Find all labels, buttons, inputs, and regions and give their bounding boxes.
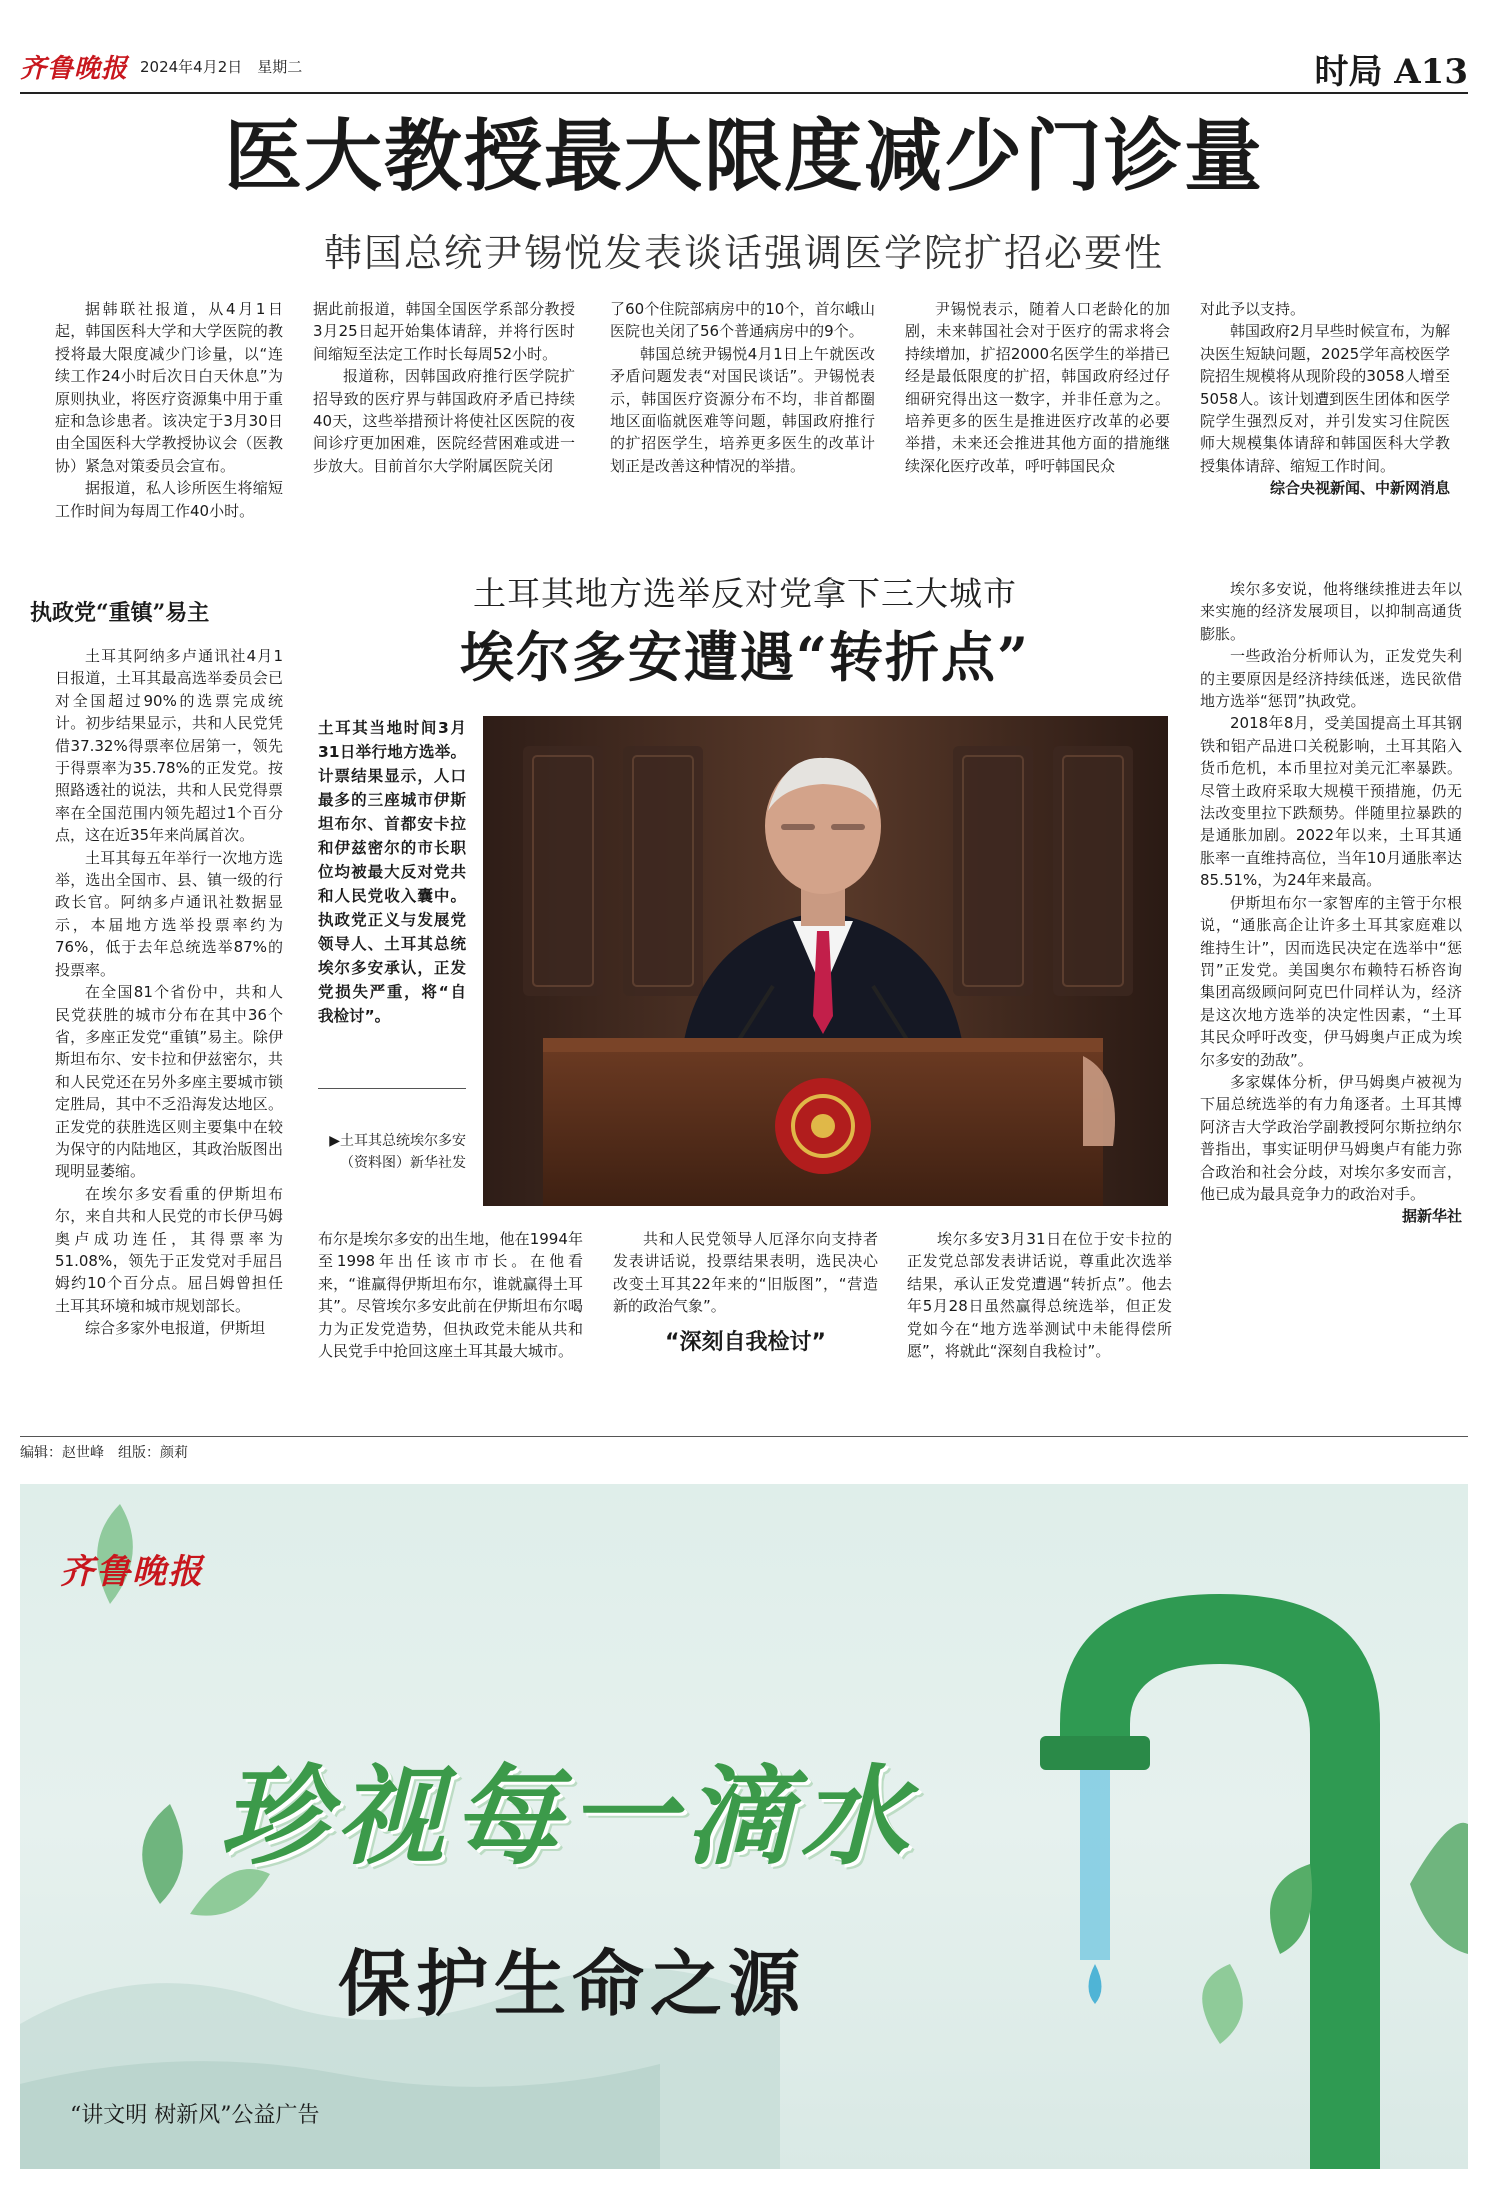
story1-column-1 [55,298,283,534]
erdogan-photo [483,716,1168,1206]
story2-bottom-column-3 [907,1228,1172,1418]
paragraph: 布尔是埃尔多安的出生地，他在1994年至1998年出任该市市长。在他看来，“谁赢得伊斯坦布尔，谁就赢得土耳其”。尽管埃尔多安此前在伊斯坦布尔喝力为正发党造势，但执政党未能从共和人民党手中抢回这座土耳其最大城市。 [318,1230,583,1361]
paragraph: 了60个住院部病房中的10个，首尔峨山医院也关闭了56个普通病房中的9个。 [610,300,875,341]
story2-left-subhead: 执政党“重镇”易主 [30,600,210,626]
newspaper-logo: 齐鲁晚报 [20,54,129,84]
paragraph: 共和人民党领导人厄泽尔向支持者发表讲话说，投票结果表明，选民决心改变土耳其22年来的“旧版图”，“营造新的政治气象”。 [613,1230,878,1316]
masthead [20,40,1468,90]
ad-logo: 齐鲁晚报 [60,1552,204,1592]
story2-bottom-column-2 [613,1228,878,1418]
story2-section-title: “深刻自我检讨” [665,1329,826,1355]
paragraph: 尹锡悦表示，随着人口老龄化的加剧，未来韩国社会对于医疗的需求将会持续增加，扩招2000名医学生的举措已经是最低限度的扩招，韩国政府经过仔细研究得出这一数字，并非任意为之。培养更多的医生是推进医疗改革的必要举措，未来还会推进其他方面的措施继续深化医疗改革，呼吁韩国民众 [905,300,1170,475]
paragraph: 韩国总统尹锡悦4月1日上午就医改矛盾问题发表“对国民谈话”。尹锡悦表示，韩国医疗资源分布不均，非首都圈地区面临就医难等问题，韩国政府推行的扩招医学生，培养更多医生的改革计划正是改善这种情况的举措。 [610,344,875,475]
story1-column-4 [905,298,1170,534]
footer-rule [20,1436,1468,1437]
paragraph: 在埃尔多安看重的伊斯坦布尔，来自共和人民党的市长伊马姆奥卢成功连任，其得票率为51.08%，领先于正发党对手屈吕姆约10个百分点。屈吕姆曾担任土耳其环境和城市规划部长。 [55,1184,283,1315]
story2-bottom-column-1 [318,1228,583,1418]
paragraph: 埃尔多安说，他将继续推进去年以来实施的经济发展项目，以抑制高通货膨胀。 [1200,580,1462,643]
story1-headline: 医大教授最大限度减少门诊量 [223,111,1264,202]
editor-credit: 编辑：赵世峰 组版：颜莉 [20,1445,188,1461]
paragraph: 2018年8月，受美国提高土耳其钢铁和铝产品进口关税影响，土耳其陷入货币危机，本币里拉对美元汇率暴跌。尽管土政府采取大规模干预措施，仍无法改变里拉下跌颓势。伴随里拉暴跌的是通胀加剧。2022年以来，土耳其通胀率一直维持高位，当年10月通胀率达85.51%，为24年来最高。 [1200,714,1462,890]
photo-caption: ▶土耳其总统埃尔多安（资料图）新华社发 [329,1133,466,1171]
paragraph: 据此前报道，韩国全国医学系部分教授3月25日起开始集体请辞，并将行医时间缩短至法定工作时长每周52小时。 [313,300,575,363]
section-page-label: 时局 A13 [1314,52,1468,92]
paragraph: 据韩联社报道，从4月1日起，韩国医科大学和大学医院的教授将最大限度减少门诊量，以“连续工作24小时后次日白天休息”为原则执业，将医疗资源集中用于重症和急诊患者。该决定于3月30日由全国医科大学教授协议会（医教协）紧急对策委员会宣布。 [55,300,283,475]
story1-subhead: 韩国总统尹锡悦发表谈话强调医学院扩招必要性 [323,231,1164,275]
paragraph: 埃尔多安3月31日在位于安卡拉的正发党总部发表讲话说，尊重此次选举结果，承认正发党遭遇“转折点”。他去年5月28日虽然赢得总统选举，但正发党如今在“地方选举测试中未能得偿所愿”，将就此“深刻自我检讨”。 [907,1230,1172,1361]
ad-subtitle: 保护生命之源 [338,1941,807,2026]
paragraph: 一些政治分析师认为，正发党失利的主要原因是经济持续低迷，选民欲借地方选举“惩罚”执政党。 [1200,647,1462,711]
story1-credit: 综合央视新闻、中新网消息 [1269,479,1450,498]
public-service-ad [20,1484,1468,2169]
paragraph: 伊斯坦布尔一家智库的主管于尔根说，“通胀高企让许多土耳其家庭难以维持生计”，因而选民决定在选举中“惩罚”正发党。美国奥尔布赖特石桥咨询集团高级顾问阿克巴什同样认为，经济是这次地方选举的决定性因素，“土耳其民众呼吁改变，伊马姆奥卢正成为埃尔多安的劲敌”。 [1200,893,1462,1069]
story2-left-column [55,645,283,1410]
story2-credit: 据新华社 [1401,1207,1462,1226]
ad-title: 珍视每一滴水 [220,1754,917,1880]
paragraph: 土耳其阿纳多卢通讯社4月1日报道，土耳其最高选举委员会已对全国超过90%的选票完成统计。初步结果显示，共和人民党凭借37.32%得票率位居第一，领先于得票率为35.78%的正发党。按照路透社的说法，共和人民党得票率在全国范围内领先超过1个百分点，这在近35年来尚属首次。 [55,647,283,845]
story1-column-5 [1200,298,1450,538]
paragraph: 多家媒体分析，伊马姆奥卢被视为下届总统选举的有力角逐者。土耳其博阿济吉大学政治学副教授阿尔斯拉纳尔普指出，事实证明伊马姆奥卢有能力弥合政治和社会分歧，对埃尔多安而言，他已成为最具竞争力的政治对手。 [1200,1072,1462,1203]
paragraph: 综合多家外电报道，伊斯坦 [85,1319,266,1338]
story2-lead: 土耳其当地时间3月31日举行地方选举。计票结果显示，人口最多的三座城市伊斯坦布尔、首都安卡拉和伊兹密尔的市长职位均被最大反对党共和人民党收入囊中。执政党正义与发展党领导人、土耳其总统埃尔多安承认，正发党损失严重，将“自我检讨”。 [318,719,466,1025]
paragraph: 在全国81个省份中，共和人民党获胜的城市分布在其中36个省，多座正发党“重镇”易主。除伊斯坦布尔、安卡拉和伊兹密尔，共和人民党还在另外多座主要城市锁定胜局，其中不乏沿海发达地区。正发党的获胜选区则主要集中在较为保守的内陆地区，其政治版图出现明显萎缩。 [55,983,283,1181]
paragraph: 土耳其每五年举行一次地方选举，选出全国市、县、镇一级的行政长官。阿纳多卢通讯社数据显示，本届地方选举投票率约为76%，低于去年总统选举87%的投票率。 [55,848,283,979]
caption-rule [318,1088,466,1089]
paragraph: 报道称，因韩国政府推行医学院扩招导致的医疗界与韩国政府矛盾已持续40天，这些举措预计将使社区医院的夜间诊疗更加困难，医院经营困难或进一步放大。目前首尔大学附属医院关闭 [313,367,575,475]
masthead-rule [20,92,1468,94]
photo-illustration [483,716,1168,1206]
paragraph: 对此予以支持。 [1200,300,1306,318]
story1-column-3 [610,298,875,534]
story1-column-2 [313,298,575,534]
paragraph: 据报道，私人诊所医生将缩短工作时间为每周工作40小时。 [55,479,283,520]
issue-date: 2024年4月2日 星期二 [140,58,303,76]
story2-right-column [1200,578,1462,1410]
paragraph: 韩国政府2月早些时候宣布，为解决医生短缺问题，2025学年高校医学院招生规模将从现阶段的3058人增至5058人。该计划遭到医生团体和医学院学生强烈反对，并引发实习住院医师大规模集体请辞和韩国医科大学教授集体请辞、缩短工作时间。 [1200,322,1450,475]
ad-note: “讲文明 树新风”公益广告 [70,2103,320,2128]
story2-headline: 埃尔多安遭遇“转折点” [459,625,1031,689]
story2-kicker: 土耳其地方选举反对党拿下三大城市 [473,574,1017,613]
